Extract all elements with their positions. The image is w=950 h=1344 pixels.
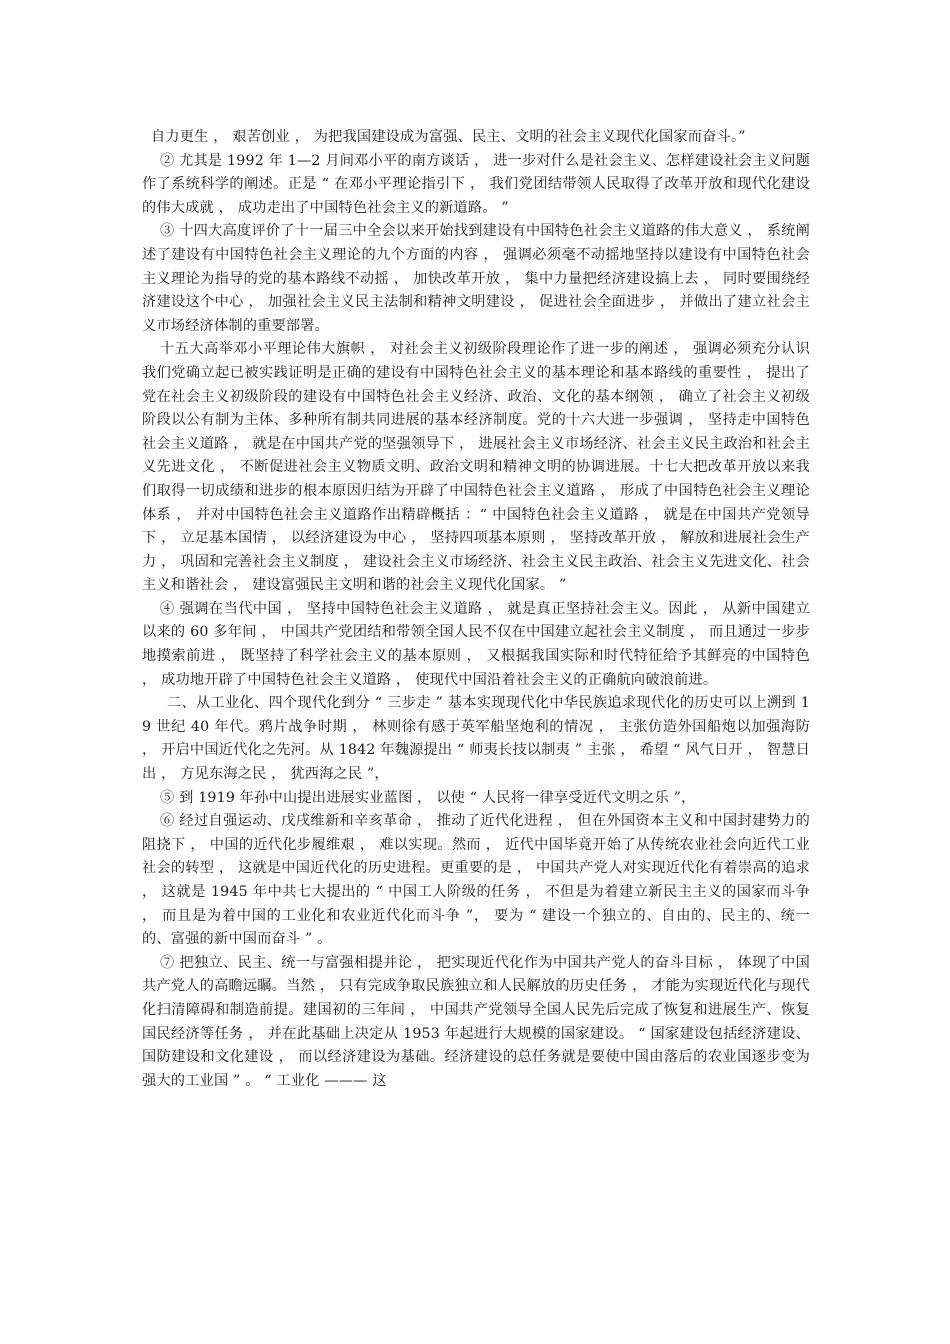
paragraph-7: ⑤ 到 1919 年孙中山提出进展实业蓝图 ， 以使 “ 人民将一律享受近代文明之乐 ”， xyxy=(160,789,696,806)
paragraph-8: ⑥ 经过自强运动、戊戌维新和辛亥革命 ， 推动了近代化进程 ， 但在外国资本主义和中国封建势力的阻挠下 ， 中国的近代化步履维艰 ， 难以实现。然而 ， 近代中国毕竟开始了从传统农业社会向近代工业社会的转型 ， 这就是中国近代化的历史进程。更重要的是 ， 中国共产党人对实现近代化有着崇高的追求 ， 这就是 1945 年中共七大提出的 “ 中国工人阶级的任务 ， 不但是为着建立新民主主义的国家而斗争 ， 而且是为着中国的工业化和农业近代化而斗争 ”， 要为 “ 建设一个独立的、自由的、民主的、统一的、富强的新中国而奋斗 ” 。 xyxy=(142,813,810,948)
paragraph-2: ② 尤其是 1992 年 1—2 月间邓小平的南方谈话 ， 进一步对什么是社会主义、怎样建设社会主义问题作了系统科学的阐述。正是 “ 在邓小平理论指引下 ， 我们党团结带领人民取得了改革开放和现代化建设的伟大成就 ， 成功走出了中国特色社会主义的新道路。 ” xyxy=(142,152,810,216)
paragraph-9: ⑦ 把独立、民主、统一与富强相提并论 ， 把实现近代化作为中国共产党人的奋斗目标 ， 体现了中国共产党人的高瞻远瞩。当然 ， 只有完成争取民族独立和人民解放的历史任务 ， 才能为实现近代化与现代化扫清障碍和制造前提。建国初的三年间 ， 中国共产党领导全国人民先后完成了恢复和进展生产、恢复国民经济等任务 ， 并在此基础上决定从 1953 年起进行大规模的国家建设。 “ 国家建设包括经济建设、国防建设和文化建设 ， 而以经济建设为基础。经济建设的总任务就是要使中国由落后的农业国逐步变为强大的工业国 ” 。 “ 工业化 ——— 这 xyxy=(142,954,810,1089)
paragraph-3: ③ 十四大高度评价了十一届三中全会以来开始找到建设有中国特色社会主义道路的伟大意义 ， 系统阐述了建设有中国特色社会主义理论的九个方面的内容 ， 强调必须毫不动摇地坚持以建设有中国特色社会主义理论为指导的党的基本路线不动摇 ， 加快改革开放 ， 集中力量把经济建设搞上去 ， 同时要围绕经济建设这个中心 ， 加强社会主义民主法制和精神文明建设 ， 促进社会全面进步 ， 并做出了建立社会主义市场经济体制的重要部署。 xyxy=(142,223,810,334)
paragraph-5: ④ 强调在当代中国 ， 坚持中国特色社会主义道路 ， 就是真正坚持社会主义。因此 ， 从新中国建立以来的 60 多年间 ， 中国共产党团结和带领全国人民不仅在中国建立起社会主义制度 ， 而且通过一步步地摸索前进 ， 既坚持了科学社会主义的基本原则 ， 又根据我国实际和时代特征给予其鲜亮的中国特色 ， 成功地开辟了中国特色社会主义道路 ， 使现代中国沿着社会主义的正确航向破浪前进。 xyxy=(142,600,810,688)
document-page xyxy=(142,126,810,1093)
paragraph-6: 二、从工业化、四个现代化到分 “ 三步走 ” 基本实现现代化中华民族追求现代化的历史可以上溯到 19 世纪 40 年代。鸦片战争时期 ， 林则徐有感于英军船坚炮利的情况 ， 主张仿造外国船炮以加强海防 ， 开启中国近代化之先河。从 1842 年魏源提出 “ 师夷长技以制夷 ” 主张 ， 希望 “ 风气日开 ， 智慧日出 ， 方见东海之民 ， 犹西海之民 ”， xyxy=(142,695,810,783)
paragraph-4: 十五大高举邓小平理论伟大旗帜 ， 对社会主义初级阶段理论作了进一步的阐述 ， 强调必须充分认识我们党确立起已被实践证明是正确的建设有中国特色社会主义的基本理论和基本路线的重要性 ， 提出了党在社会主义初级阶段的建设有中国特色社会主义经济、政治、文化的基本纲领 ， 确立了社会主义初级阶段以公有制为主体、多种所有制共同进展的基本经济制度。党的十六大进一步强调 ， 坚持走中国特色社会主义道路 ， 就是在中国共产党的坚强领导下 ， 进展社会主义市场经济、社会主义民主政治和社会主义先进文化 ， 不断促进社会主义物质文明、政治文明和精神文明的协调进展。十七大把改革开放以来我们取得一切成绩和进步的根本原因归结为开辟了中国特色社会主义道路 ， 形成了中国特色社会主义理论体系 ， 并对中国特色社会主义道路作出精辟概括 ：“ 中国特色社会主义道路 ， 就是在中国共产党领导下 ， 立足基本国情 ， 以经济建设为中心 ， 坚持四项基本原则 ， 坚持改革开放 ， 解放和进展社会生产力 ， 巩固和完善社会主义制度 ， 建设社会主义市场经济、社会主义民主政治、社会主义先进文化、社会主义和谐社会 ， 建设富强民主文明和谐的社会主义现代化国家。 ” xyxy=(142,341,810,594)
paragraph-1: 自力更生 ， 艰苦创业 ， 为把我国建设成为富强、民主、文明的社会主义现代化国家而奋斗。” xyxy=(151,129,746,145)
